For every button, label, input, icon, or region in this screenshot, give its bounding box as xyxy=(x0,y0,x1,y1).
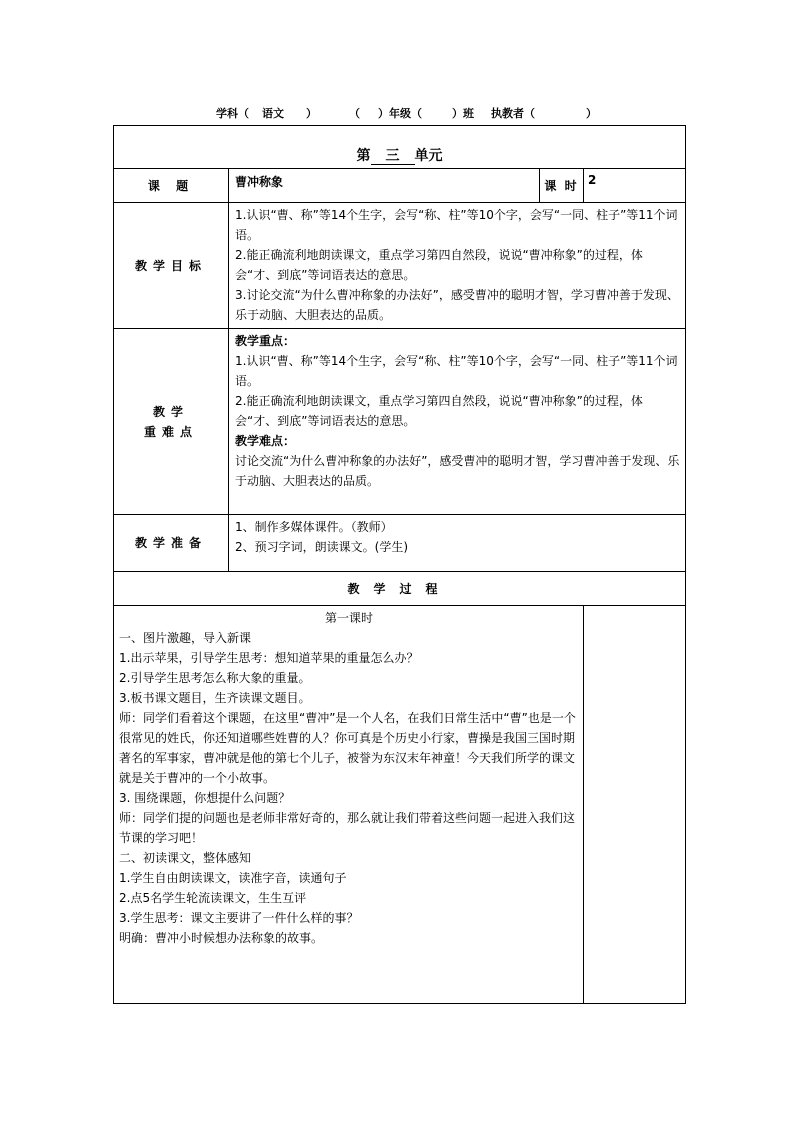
objectives-row xyxy=(114,203,686,329)
preparation-item: 1、制作多媒体课件。（教师） xyxy=(235,520,393,534)
subject-close: ） xyxy=(306,107,317,120)
difficulty-item: 讨论交流“为什么曹冲称象的办法好”，感受曹冲的聪明才智，学习曹冲善于发现、乐于动脑、大胆表达的品质。 xyxy=(235,454,680,488)
objectives-label: 教学目标 xyxy=(114,203,229,329)
hours-label: 课 时 xyxy=(540,169,584,203)
focus-heading: 教学重点： xyxy=(235,334,296,348)
unit-row xyxy=(114,126,686,169)
hours-value: 2 xyxy=(584,169,686,203)
preparation-row xyxy=(114,515,686,572)
unit-prefix: 第 xyxy=(356,148,371,164)
process-line: 明确：曹冲小时候想办法称象的故事。 xyxy=(119,931,324,945)
unit-number: 三 xyxy=(371,148,415,165)
grade-label: ）年级（ xyxy=(378,107,422,120)
process-line: 2.引导学生思考怎么称大象的重量。 xyxy=(119,671,311,685)
process-heading: 教学过程 xyxy=(114,572,686,606)
key-points-row xyxy=(114,329,686,515)
objective-item: 1.认识“曹、称”等14个生字，会写“称、柱”等10个字，会写“一同、柱子”等11个词语。 xyxy=(235,208,678,242)
objectives-content xyxy=(229,203,686,329)
key-points-content xyxy=(229,329,686,515)
key-points-label-line1: 教学 xyxy=(152,404,189,419)
key-points-label-line2: 重难点 xyxy=(143,424,198,439)
unit-heading xyxy=(357,146,443,168)
class-label: ）班 xyxy=(452,107,474,120)
subject-value: 语文 xyxy=(262,107,284,120)
process-line: 3.学生思考：课文主要讲了一件什么样的事？ xyxy=(119,911,359,925)
unit-cell xyxy=(114,126,686,169)
process-line: 2.点5名学生轮流读课文，生生互评 xyxy=(119,891,307,905)
process-line: 师：同学们提的问题也是老师非常好奇的，那么就让我们带着这些问题一起进入我们这节课的学习吧！ xyxy=(119,811,576,845)
process-content xyxy=(114,606,584,1004)
process-row xyxy=(114,606,686,1004)
lesson-plan-table xyxy=(113,125,686,1004)
process-line: 3. 围绕课题，你想提什么问题？ xyxy=(119,791,291,805)
process-heading-row xyxy=(114,572,686,606)
key-points-label xyxy=(114,329,229,515)
process-line: 师：同学们看着这个课题，在这里“曹冲”是一个人名，在我们日常生活中“曹”也是一个很常见的姓氏，你还知道哪些姓曹的人？你可真是个历史小行家，曹操是我国三国时期著名的军事家，曹冲就是他的第七个儿子，被誉为东汉末年神童！今天我们所学的课文就是关于曹冲的一个小故事。 xyxy=(119,711,576,785)
focus-item: 1.认识“曹、称”等14个生字，会写“称、柱”等10个字，会写“一同、柱子”等11个词语。 xyxy=(235,354,678,388)
process-line: 二、初读课文，整体感知 xyxy=(119,851,252,865)
title-row xyxy=(114,169,686,203)
grade-open: （ xyxy=(349,107,360,120)
process-notes-cell xyxy=(584,606,686,1004)
preparation-item: 2、预习字词，朗读课文。(学生) xyxy=(235,540,408,554)
subject-label: 学科（ xyxy=(216,107,249,120)
period-title: 第一课时 xyxy=(324,611,373,625)
difficulty-heading: 教学难点： xyxy=(235,434,296,448)
objective-item: 3.讨论交流“为什么曹冲称象的办法好”，感受曹冲的聪明才智，学习曹冲善于发现、乐于动脑、大胆表达的品质。 xyxy=(235,288,679,322)
focus-item: 2.能正确流利地朗读课文，重点学习第四自然段，说说“曹冲称象”的过程，体会“才、到底”等词语表达的意思。 xyxy=(235,394,643,428)
process-line: 一、图片激趣，导入新课 xyxy=(119,631,252,645)
process-line: 1.学生自由朗读课文，读准字音，读通句子 xyxy=(119,871,347,885)
objective-item: 2.能正确流利地朗读课文，重点学习第四自然段，说说“曹冲称象”的过程，体会“才、到底”等词语表达的意思。 xyxy=(235,248,643,282)
process-line: 1.出示苹果，引导学生思考：想知道苹果的重量怎么办？ xyxy=(119,651,419,665)
unit-suffix: 单元 xyxy=(414,148,443,164)
teacher-close: ） xyxy=(586,107,597,120)
preparation-content xyxy=(229,515,686,572)
title-label: 课 题 xyxy=(114,169,229,203)
teacher-label: 执教者（ xyxy=(491,107,535,120)
process-line: 3.板书课文题目，生齐读课文题目。 xyxy=(119,691,311,705)
title-value: 曹冲称象 xyxy=(229,169,540,203)
preparation-label: 教学准备 xyxy=(114,515,229,572)
page-header xyxy=(0,105,794,121)
